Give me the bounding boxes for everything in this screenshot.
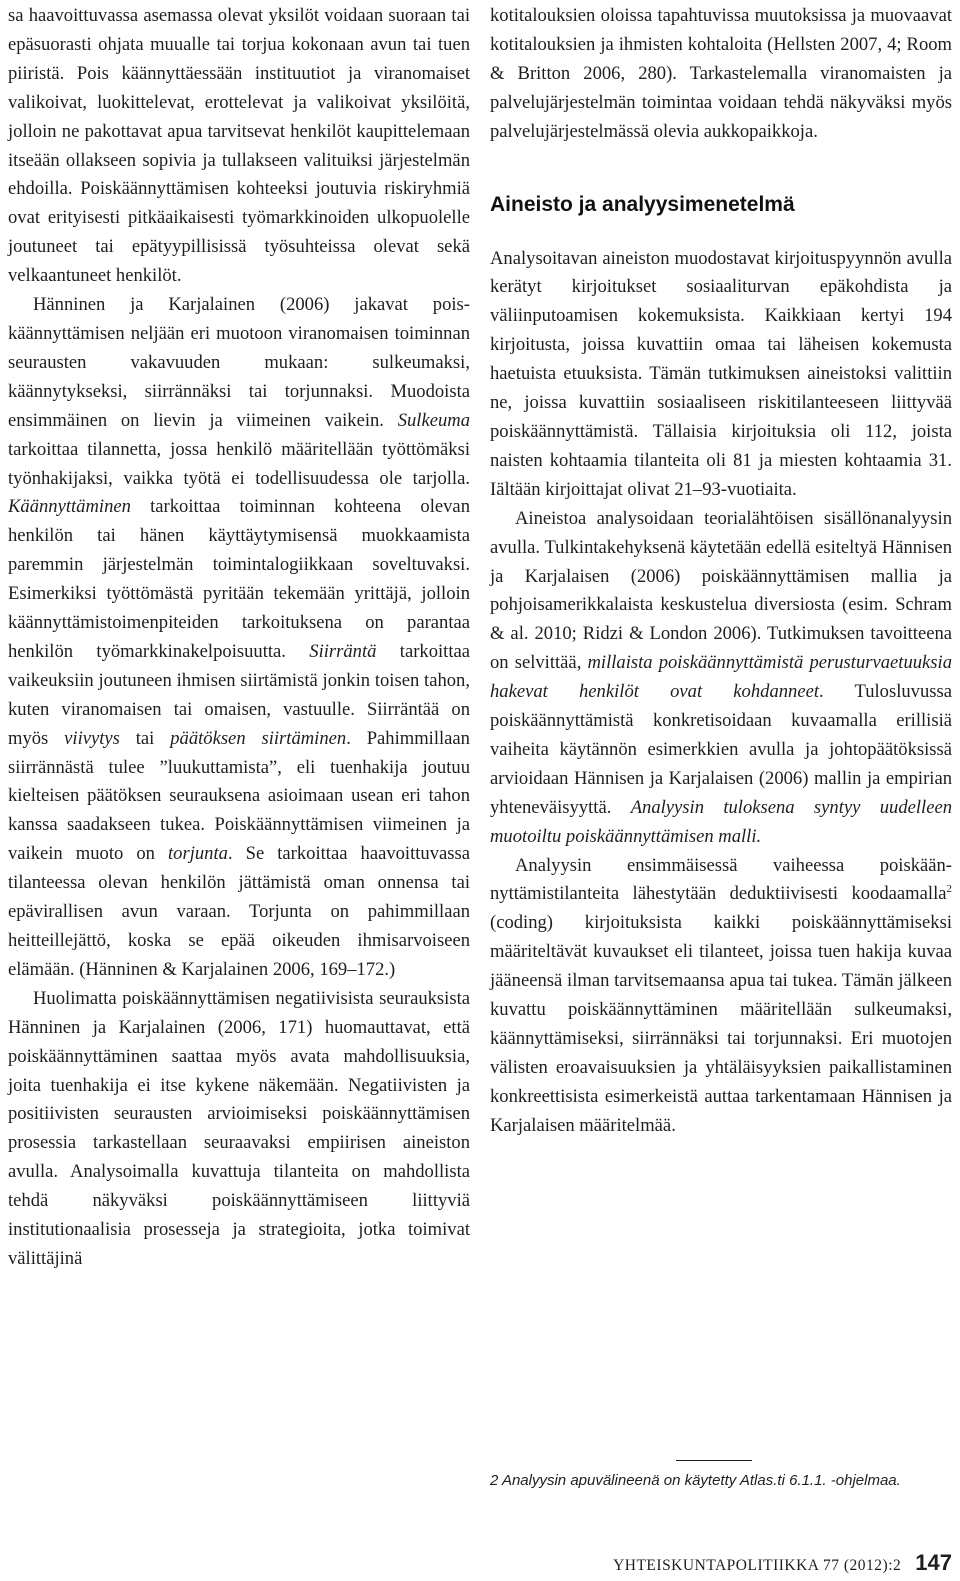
text-run: Huolimatta poiskäännyttämisen negatiivisista seurauksista Hänninen ja Karjalainen (2006, 171) huomauttavat, että poiskäännyttäminen saattaa myös avata mahdollisuuksia, joita tuenhakija ei itse kykene näkemään. Negatiivisten ja positiivisten seurausten arvioimiseksi poiskäännyttämisen prosessia tarkastellaan seuraavaksi empiirisen aineiston avulla. Analysoimalla kuvattuja tilanteita on mahdollista tehdä näkyväksi poiskäännyttämiseen liittyviä institutionaalisia prosesseja ja strategioita, jotka toimivat välittäjinä: [8, 987, 470, 1269]
text-run: sa haavoittuvassa asemassa olevat yksilöt voidaan suoraan tai epäsuorasti ohjata muualle tai torjua kokonaan avun tai tuen piiristä. Pois käännyttäessään instituutiot ja viranomaiset valikoivat, luokittelevat, erottelevat ja valikoivat yksilöitä, jolloin ne pakottavat apua tarvitsevat henkilöt kaupittelemaan itseään ollakseen sopivia ja tullakseen valituiksi järjestelmän ehdoilla. Poiskäännyttämisen kohteeksi joutuvia riskiryhmiä ovat erityisesti pitkäaikaisesti työmarkkinoiden ulkopuolelle joutuneet tai epätyypillisissä työsuhteissa olevat sekä velkaantuneet henkilöt.: [8, 5, 470, 287]
italic-text: Siirräntä: [309, 640, 377, 662]
right-column: [490, 2, 952, 1141]
paragraph: [8, 291, 470, 985]
text-run: . Se tarkoittaa haavoittuvassa tilanteessa olevan henkilön jättämistä oman onnensa tai epävirallisen avun varaan. Torjunta on pahimmillaan heitteillejättö, koska se epää oikeuden ihmisarvoiseen elämään. (Hänninen & Karjalainen 2006, 169–172.): [8, 843, 470, 980]
italic-text: torjunta: [168, 843, 228, 865]
paragraph: [490, 852, 952, 1141]
text-run: Analyysin ensimmäisessä vaiheessa poiskäännyttämistilanteita lähestytään deduktiivisesti koodaamalla: [490, 854, 952, 905]
text-run: Analysoitavan aineiston muodostavat kirjoituspyynnön avulla kerätyt kirjoitukset sosiaaliturvan epäkohdista ja väliinputoamisen kokemuksista. Kaikkiaan kertyi 194 kirjoitusta, joissa kuvattiin omaa tai läheisen kokemusta haetuista etuuksista. Tämän tutkimuksen aineistoksi valittiin ne, joissa kuvattiin sosiaaliseen riskitilanteeseen liittyvää poiskäännyttämistä. Tällaisia kirjoituksia oli 112, joista naisten kohtaamia tilanteita oli 81 ja miesten kohtaamia 31. Iältään kirjoittajat olivat 21–93-vuotiaita.: [490, 247, 952, 500]
text-run: . Tulosluvussa poiskäännyttämistä konkretisoidaan kuvaamalla erillisiä vaiheita käytännön esimerkkien avulla ja johtopäätöksissä arvioidaan Hännisen ja Karjalaisen (2006) mallin ja empirian yhteneväisyyttä.: [490, 681, 953, 818]
paragraph: [8, 985, 470, 1274]
text-run: tarkoittaa vaikeuksiin joutuneen ihmisen siirtämistä jonkin toisen tahon, kuten viranomaisen tai omaisen, vastuulle. Siirräntää on myös: [8, 640, 471, 749]
italic-text: Käännyttäminen: [8, 496, 131, 518]
italic-text: Analyysin tuloksena syntyy uudelleen muotoiltu poiskäännyttämisen malli.: [490, 796, 953, 847]
italic-text: Sulkeuma: [397, 409, 470, 431]
left-column: [8, 2, 470, 1274]
text-run: Hänninen ja Karjalainen (2006) jakavat poiskäännyttämisen neljään eri muotoon viranomaisen toiminnan seurausten vakavuuden mukaan: sulkeumaksi, käännytykseksi, siirrännäksi tai torjunnaksi. Muodoista ensimmäinen on lievin ja viimeinen vaikein.: [8, 294, 470, 431]
text-run: tarkoittaa toiminnan kohteena olevan henkilön tai hänen käyttäytymisensä muokkaamista paremmin järjestelmän toimintalogiikkaan soveltuvaksi. Esimerkiksi työttömästä pyritään tekemään yrittäjä, jolloin käännyttämistoimenpiteiden tarkoituksena on parantaa henkilön työmarkkinakelpoisuutta.: [8, 496, 470, 662]
footnote: 2 Analyysin apuvälineenä on käytetty Atlas.ti 6.1.1. -ohjelmaa.: [490, 1472, 901, 1489]
page-footer: [613, 1550, 952, 1576]
italic-text: päätöksen siirtäminen: [170, 727, 347, 749]
text-run: . Pahimmillaan siirrännästä tulee ”luukuttamista”, eli tuenhakija joutuu kielteisen päätöksen seurauksena asioimaan usean eri tahon kanssa saadakseen tukea. Poiskäännyttämisen viimeinen ja vaikein muoto on: [8, 727, 470, 865]
footnote-divider: [676, 1460, 752, 1461]
text-run: kotitalouksien oloissa tapahtuvissa muutoksissa ja muovaavat kotitalouksien ja ihmisten kohtaloita (Hellsten 2007, 4; Room & Britton 2006, 280). Tarkastelemalla viranomaisten ja palvelujärjestelmän toimintaa voidaan tehdä näkyväksi myös palvelujärjestelmässä olevia aukkopaikkoja.: [490, 5, 952, 142]
paragraph: [490, 245, 952, 505]
text-run: (coding) kirjoituksista kaikki poiskäännyttämiseksi määriteltävät kuvaukset eli tilanteet, joissa tuen hakija kuvaa jääneensä ilman tarvitsemaansa apua tai tukea. Tämän jälkeen kuvattu poiskäännyttäminen määritellään sulkeumaksi, käännyttämiseksi, siirrännäksi tai torjunnaksi. Eri muotojen välisten eroavaisuuksien ja yhtäläisyyksien paikallistaminen konkreettisista esimerkeistä auttaa tarkentamaan Hännisen ja Karjalaisen määritelmää.: [490, 912, 952, 1136]
paragraph: [490, 2, 952, 147]
italic-text: millaista poiskäännyttämistä perusturvaetuuksia hakevat henkilöt ovat kohdanneet: [490, 652, 952, 703]
page-number: 147: [915, 1550, 952, 1575]
journal-name: YHTEISKUNTAPOLITIIKKA 77 (2012):2: [613, 1557, 902, 1574]
section-heading: Aineisto ja analyysimenetelmä: [490, 192, 795, 216]
text-run: tai: [119, 727, 171, 749]
paragraph: [490, 505, 952, 852]
italic-text: viivytys: [64, 727, 120, 749]
text-run: tarkoittaa tilannetta, jossa henkilö määritellään työttömäksi työnhakijaksi, vaikka työtä ei todellisuudessa ole tarjolla.: [8, 438, 470, 489]
paragraph: [8, 2, 470, 291]
text-run: Aineistoa analysoidaan teorialähtöisen sisällönanalyysin avulla. Tulkintakehyksenä käytetään edellä esiteltyä Hännisen ja Karjalaisen (2006) poiskäännyttämisen mallia ja pohjoisamerikkalaista keskustelua diversiosta (esim. Schram & al. 2010; Ridzi & London 2006). Tutkimuksen tavoitteena on selvittää,: [490, 507, 952, 674]
footnote-ref: 2: [946, 883, 952, 896]
